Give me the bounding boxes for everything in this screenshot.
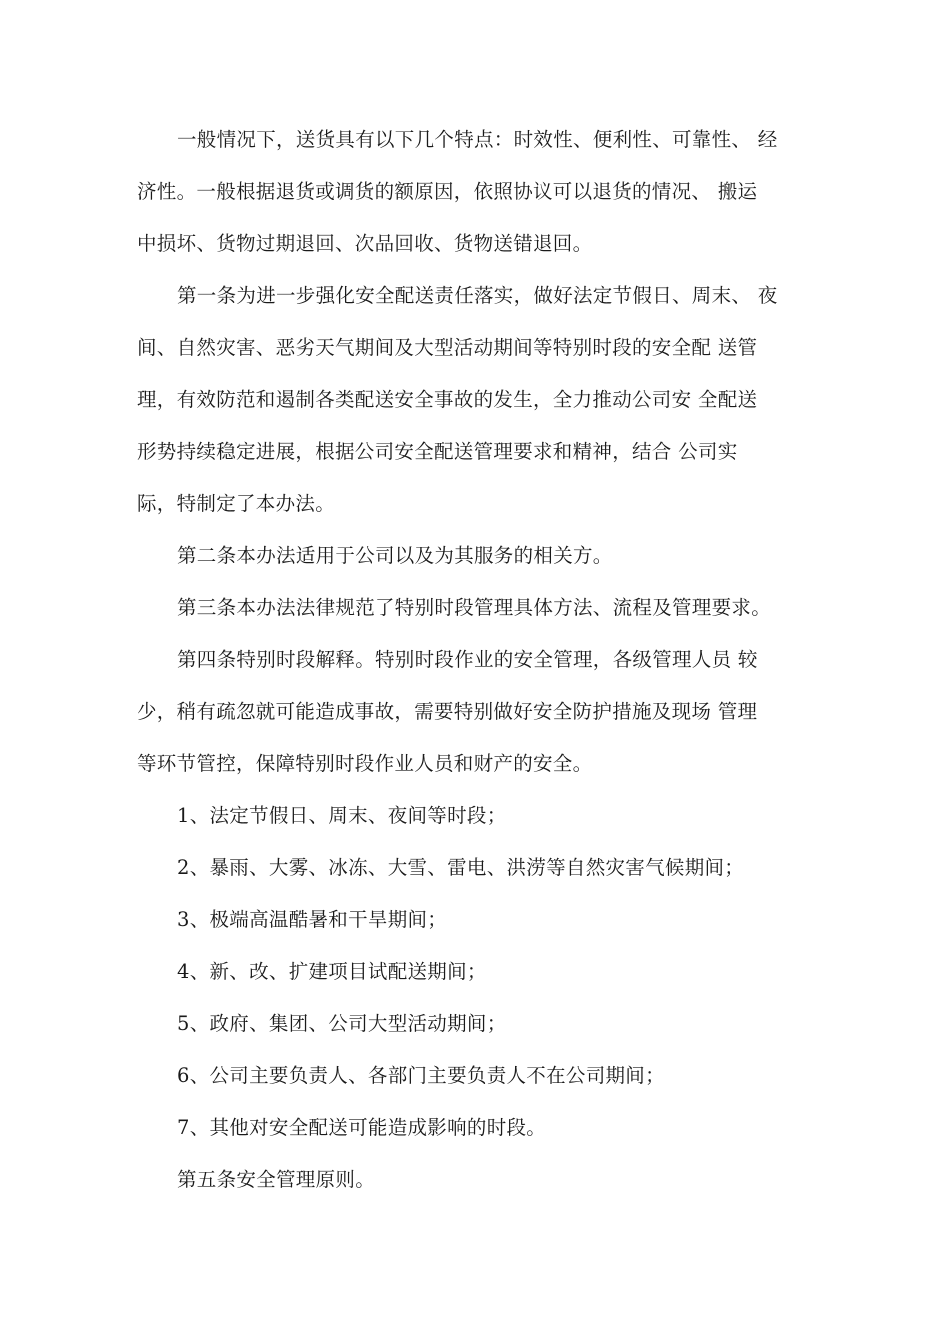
text-line: 6、公司主要负责人、各部门主要负责人不在公司期间； [177, 1064, 665, 1087]
text-line: 第三条本办法法律规范了特别时段管理具体方法、流程及管理要求。 [177, 596, 772, 619]
paragraph-intro [137, 114, 827, 270]
text-line: 中损坏、货物过期退回、次品回收、货物送错退回。 [137, 232, 593, 255]
list-item-7 [137, 1102, 827, 1154]
text-line: 第一条为进一步强化安全配送责任落实，做好法定节假日、周末、 夜 [177, 284, 778, 307]
text-line: 3、极端高温酷暑和干旱期间； [177, 908, 448, 931]
text-line: 一般情况下，送货具有以下几个特点：时效性、便利性、可靠性、 经 [177, 128, 778, 151]
text-line: 际，特制定了本办法。 [137, 492, 336, 515]
text-line: 第五条安全管理原则。 [177, 1168, 376, 1191]
list-item-1 [137, 790, 827, 842]
paragraph-article-4 [137, 634, 827, 790]
text-line: 5、政府、集团、公司大型活动期间； [177, 1012, 507, 1035]
text-line: 形势持续稳定进展，根据公司安全配送管理要求和精神，结合 公司实 [137, 440, 738, 463]
text-line: 7、其他对安全配送可能造成影响的时段。 [177, 1116, 547, 1139]
paragraph-article-2 [137, 530, 827, 582]
list-item-5 [137, 998, 827, 1050]
list-item-2 [137, 842, 827, 894]
paragraph-article-3 [137, 582, 827, 634]
document-body [137, 114, 827, 1206]
list-item-3 [137, 894, 827, 946]
text-line: 第二条本办法适用于公司以及为其服务的相关方。 [177, 544, 613, 567]
text-line: 理，有效防范和遏制各类配送安全事故的发生，全力推动公司安 全配送 [137, 388, 758, 411]
text-line: 济性。一般根据退货或调货的额原因，依照协议可以退货的情况、 搬运 [137, 180, 758, 203]
list-item-6 [137, 1050, 827, 1102]
list-item-4 [137, 946, 827, 998]
text-line: 1、法定节假日、周末、夜间等时段； [177, 804, 507, 827]
paragraph-article-1 [137, 270, 827, 530]
text-line: 少，稍有疏忽就可能造成事故，需要特别做好安全防护措施及现场 管理 [137, 700, 758, 723]
paragraph-article-5 [137, 1154, 827, 1206]
text-line: 2、暴雨、大雾、冰冻、大雪、雷电、洪涝等自然灾害气候期间； [177, 856, 745, 879]
text-line: 等环节管控，保障特别时段作业人员和财产的安全。 [137, 752, 593, 775]
text-line: 间、自然灾害、恶劣天气期间及大型活动期间等特别时段的安全配 送管 [137, 336, 758, 359]
text-line: 第四条特别时段解释。特别时段作业的安全管理，各级管理人员 较 [177, 648, 758, 671]
text-line: 4、新、改、扩建项目试配送期间； [177, 960, 487, 983]
